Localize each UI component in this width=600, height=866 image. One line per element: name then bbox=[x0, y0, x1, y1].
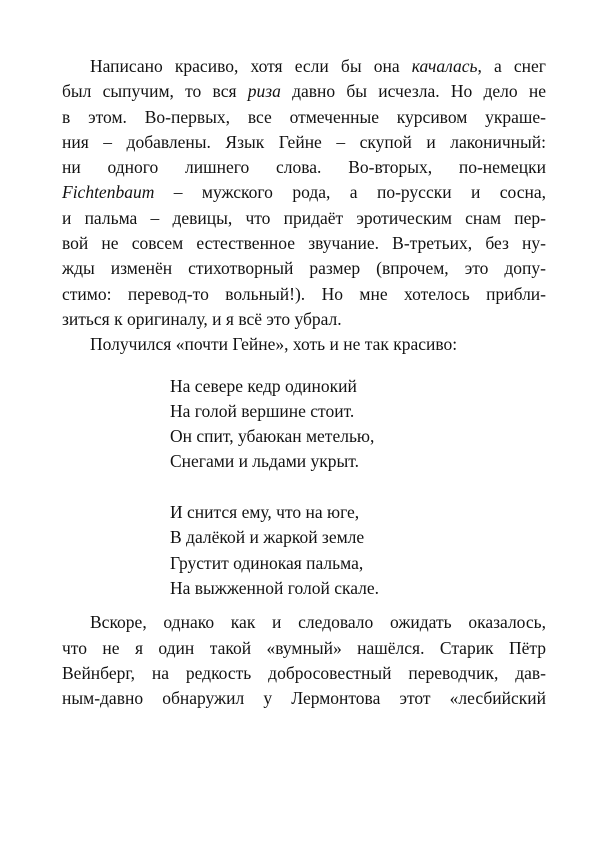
text-run: вой не совсем естественное звучание. В-третьих, без ну- bbox=[62, 233, 546, 254]
poem bbox=[170, 374, 546, 602]
text-line bbox=[62, 636, 546, 661]
paragraph bbox=[62, 54, 546, 332]
poem-line: Снегами и льдами укрыт. bbox=[170, 451, 359, 472]
text-run: Написано красиво, хотя если бы она bbox=[90, 56, 412, 76]
page-text bbox=[62, 54, 546, 711]
text-run: ния – добавлены. Язык Гейне – скупой и лаконичный: bbox=[62, 131, 546, 152]
poem-stanza bbox=[170, 374, 546, 475]
italic-run: риза bbox=[247, 81, 281, 102]
text-line bbox=[62, 610, 546, 635]
poem-line: На выжженной голой скале. bbox=[170, 577, 380, 598]
text-run: давно бы исчезла. Но дело не bbox=[280, 81, 546, 102]
paragraph bbox=[62, 610, 546, 711]
text-run: зиться к оригиналу, и я всё это убрал. bbox=[62, 308, 342, 329]
text-line bbox=[62, 155, 546, 180]
text-line bbox=[62, 332, 546, 357]
text-line bbox=[62, 686, 546, 711]
italic-run: Fichtenbaum bbox=[62, 182, 155, 203]
poem-line: Грустит одинокая пальма, bbox=[170, 552, 364, 573]
text-run: ни одного лишнего слова. Во-вторых, по-немецки bbox=[62, 157, 546, 178]
text-line bbox=[62, 54, 546, 79]
paragraph bbox=[62, 332, 546, 357]
text-line bbox=[62, 282, 546, 307]
text-run: – мужского рода, а по-русски и сосна, bbox=[154, 182, 546, 203]
text-run: и пальма – девицы, что придаёт эротическим снам пер- bbox=[62, 207, 546, 228]
text-run: стимо: перевод-то вольный!). Но мне хотелось прибли- bbox=[62, 283, 546, 304]
text-line bbox=[62, 206, 546, 231]
text-line bbox=[62, 256, 546, 281]
text-line bbox=[62, 661, 546, 686]
poem-line: И снится ему, что на юге, bbox=[170, 502, 360, 523]
text-line bbox=[62, 130, 546, 155]
text-run: жды изменён стихотворный размер (впрочем, это допу- bbox=[62, 258, 546, 279]
poem-line: В далёкой и жаркой земле bbox=[170, 527, 365, 548]
text-run: что не я один такой «вумный» нашёлся. Старик Пётр bbox=[62, 637, 546, 658]
text-run: , а снег bbox=[477, 56, 546, 76]
text-line bbox=[62, 105, 546, 130]
text-run: Вейнберг, на редкость добросовестный переводчик, дав- bbox=[62, 662, 546, 683]
poem-line: Он спит, убаюкан метелью, bbox=[170, 426, 375, 447]
text-line bbox=[62, 180, 546, 205]
text-run: Получился «почти Гейне», хоть и не так красиво: bbox=[90, 334, 458, 355]
text-run: в этом. Во-первых, все отмеченные курсивом украше- bbox=[62, 106, 546, 127]
text-run: ным-давно обнаружил у Лермонтова этот «лесбийский bbox=[62, 688, 546, 709]
text-line bbox=[62, 231, 546, 256]
text-line bbox=[62, 307, 546, 332]
poem-stanza bbox=[170, 500, 546, 601]
text-line bbox=[62, 79, 546, 104]
italic-run: качалась bbox=[411, 56, 478, 76]
text-run: Вскоре, однако как и следовало ожидать оказалось, bbox=[90, 612, 546, 633]
poem-line: На севере кедр одинокий bbox=[170, 375, 357, 396]
text-run: был сыпучим, то вся bbox=[62, 81, 248, 102]
poem-line: На голой вершине стоит. bbox=[170, 400, 355, 421]
